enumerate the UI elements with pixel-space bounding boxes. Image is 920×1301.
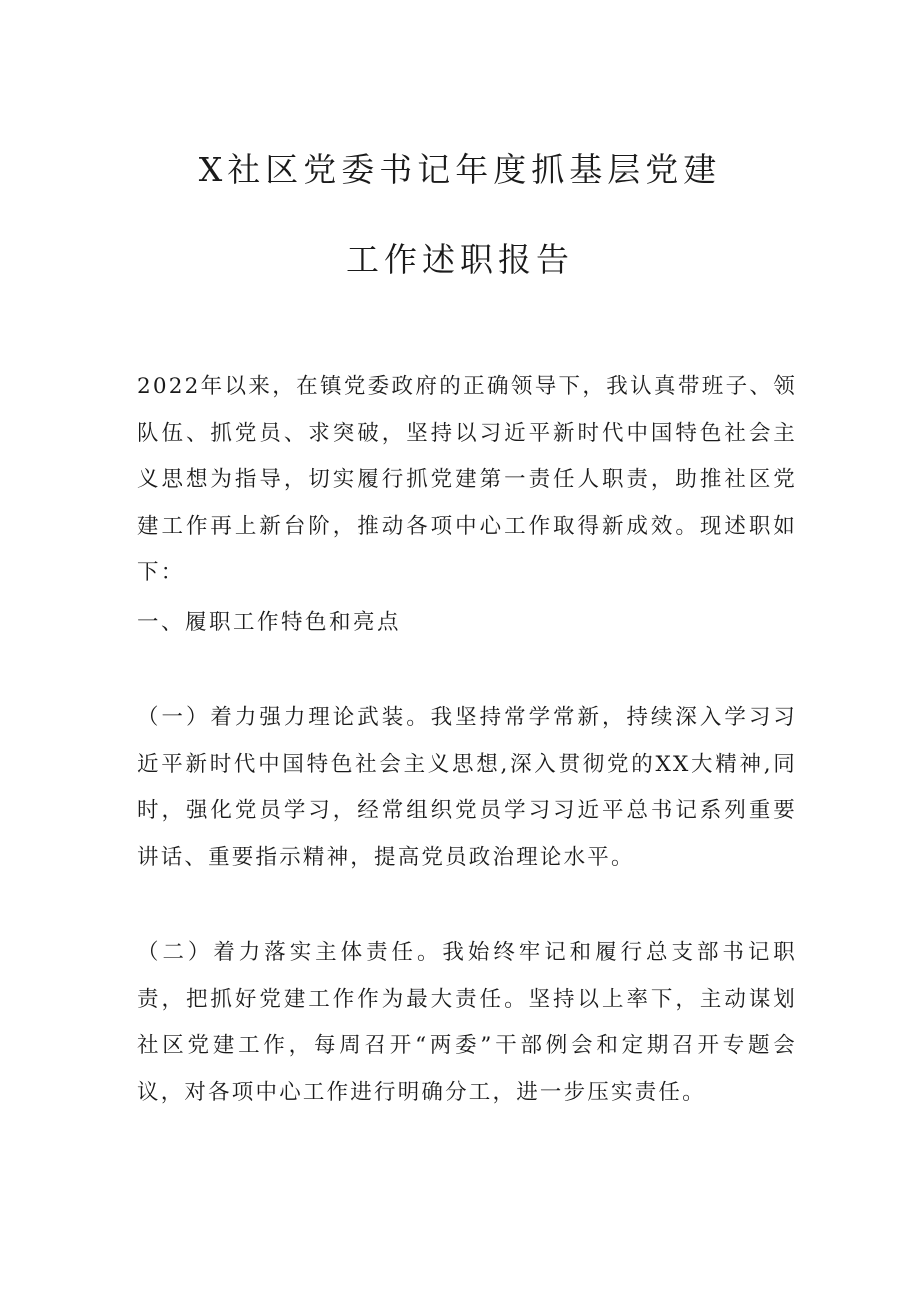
item-paragraph-1: （一）着力强力理论武装。我坚持常学常新，持续深入学习习近平新时代中国特色社会主义思想,深入贯彻党的XX大精神,同时，强化党员学习，经常组织党员学习习近平总书记系列重要讲话、重要指示精神，提高党员政治理论水平。 xyxy=(137,705,797,870)
item-paragraph-2: （二）着力落实主体责任。我始终牢记和履行总支部书记职责，把抓好党建工作作为最大责任。坚持以上率下，主动谋划社区党建工作，每周召开“两委”干部例会和定期召开专题会议，对各项中心工作进行明确分工，进一步压实责任。 xyxy=(137,940,797,1105)
document-title-line-1: X社区党委书记年度抓基层党建 xyxy=(198,150,722,189)
section-heading: 一、履职工作特色和亮点 xyxy=(137,610,402,635)
document-title-line-2: 工作述职报告 xyxy=(346,240,574,279)
intro-paragraph: 2022年以来，在镇党委政府的正确领导下，我认真带班子、领队伍、抓党员、求突破，坚持以习近平新时代中国特色社会主义思想为指导，切实履行抓党建第一责任人职责，助推社区党建工作再上新台阶，推动各项中心工作取得新成效。现述职如下： xyxy=(137,374,797,585)
